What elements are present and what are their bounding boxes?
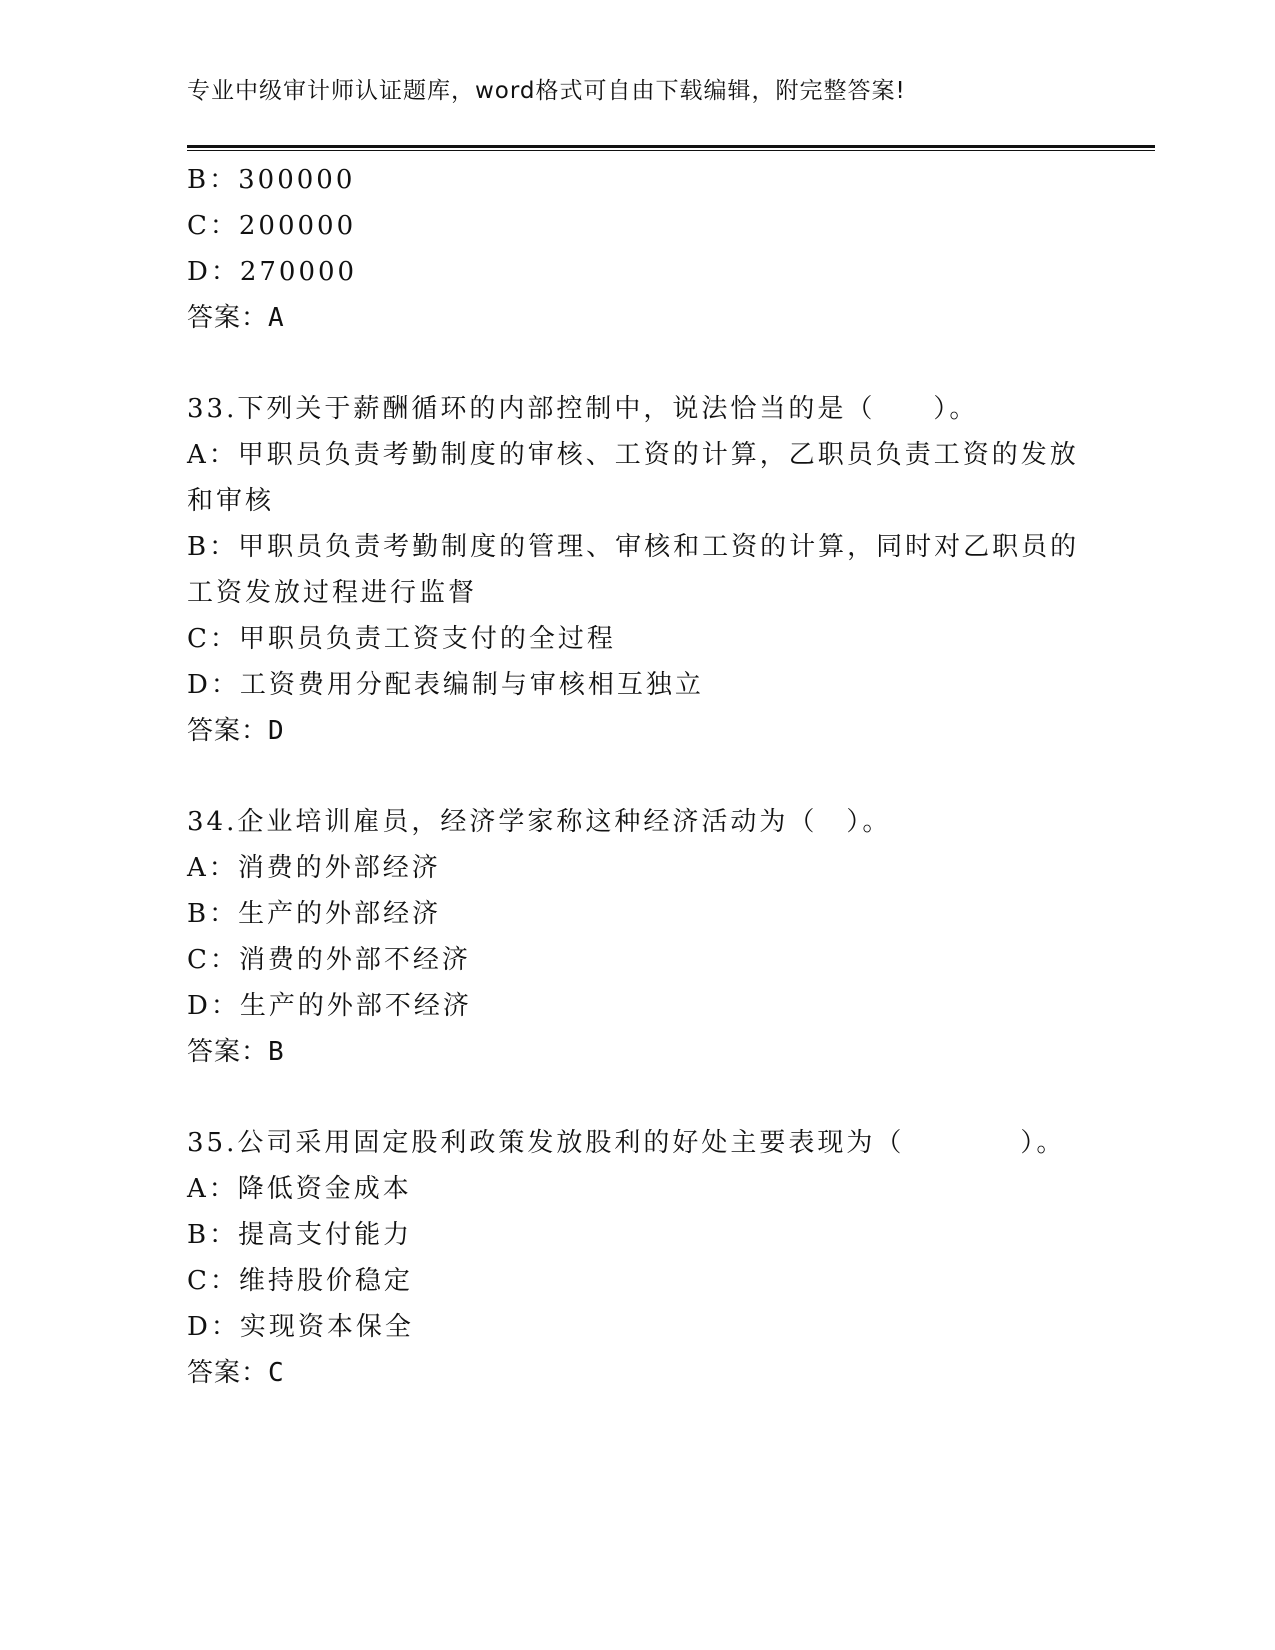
option-b: B：300000: [187, 165, 356, 195]
question-content: [187, 157, 1107, 1396]
option-b-line1: B：甲职员负责考勤制度的管理、审核和工资的计算，同时对乙职员的: [187, 532, 1080, 562]
answer-value: A: [268, 303, 284, 333]
option-b-line2: 工资发放过程进行监督: [187, 578, 478, 608]
option-d: D：实现资本保全: [187, 1312, 414, 1342]
answer-line: [187, 1350, 1107, 1396]
option-c: C：维持股价稳定: [187, 1266, 413, 1296]
option-c: C：200000: [187, 211, 357, 241]
answer-value: C: [268, 1358, 284, 1388]
option-c: C：甲职员负责工资支付的全过程: [187, 624, 616, 654]
option-c: C：消费的外部不经济: [187, 945, 471, 975]
option-a: A：降低资金成本: [187, 1174, 412, 1204]
header-divider: [187, 145, 1155, 151]
answer-label: 答案：: [187, 1358, 269, 1388]
option-d: D：270000: [187, 257, 358, 287]
answer-label: 答案：: [187, 1037, 269, 1067]
option-d: D：生产的外部不经济: [187, 991, 472, 1021]
question-stem: 33.下列关于薪酬循环的内部控制中，说法恰当的是（ ）。: [187, 394, 979, 424]
spacer: [187, 1075, 1107, 1120]
answer-value: B: [268, 1037, 284, 1067]
page-header-title: 专业中级审计师认证题库，word格式可自由下载编辑，附完整答案!: [187, 78, 906, 104]
question-33: [187, 386, 1107, 754]
question-stem: 35.公司采用固定股利政策发放股利的好处主要表现为（ ）。: [187, 1128, 1066, 1158]
question-35: [187, 1120, 1107, 1396]
answer-label: 答案：: [187, 303, 269, 333]
spacer: [187, 341, 1107, 386]
answer-line: [187, 1029, 1107, 1075]
option-b: B：提高支付能力: [187, 1220, 413, 1250]
question-stem: 34.企业培训雇员，经济学家称这种经济活动为（ ）。: [187, 807, 892, 837]
answer-label: 答案：: [187, 716, 269, 746]
option-a-line1: A：甲职员负责考勤制度的审核、工资的计算，乙职员负责工资的发放: [187, 440, 1079, 470]
previous-question-tail: [187, 157, 1107, 341]
answer-line: [187, 708, 1107, 754]
answer-line: [187, 295, 1107, 341]
option-d: D：工资费用分配表编制与审核相互独立: [187, 670, 704, 700]
answer-value: D: [268, 716, 284, 746]
spacer: [187, 754, 1107, 799]
option-a: A：消费的外部经济: [187, 853, 441, 883]
question-34: [187, 799, 1107, 1075]
option-a-line2: 和审核: [187, 486, 275, 516]
option-b: B：生产的外部经济: [187, 899, 442, 929]
